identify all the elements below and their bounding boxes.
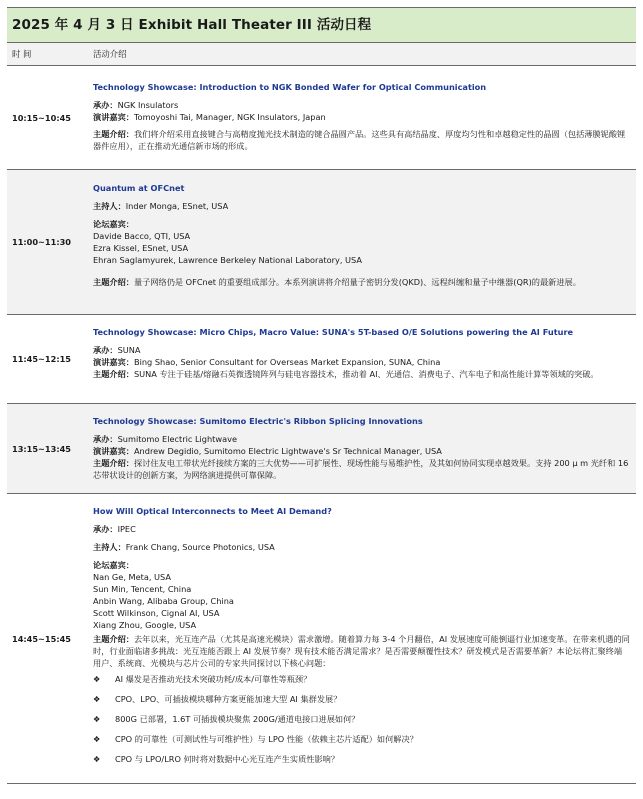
panelist: Ezra Kissel, ESnet, USA — [93, 243, 189, 253]
page-title: 2025 年 4 月 3 日 Exhibit Hall Theater III 活动日程 — [7, 7, 636, 43]
intro-text: 主题介绍：我们将介绍采用直接键合与高精度抛光技术制造的键合晶圆产品。这些具有高结晶度、厚度均匀性和卓越稳定性的晶圆（包括薄膜铌酸锂器件应用），正在推动光通信新市场的形成。 — [93, 129, 626, 151]
session-content — [91, 170, 636, 314]
panelist: Ehran Saglamyurek, Lawrence Berkeley National Laboratory, USA — [93, 255, 362, 265]
session-row-4 — [7, 404, 636, 494]
speaker-line: 演讲嘉宾：Andrew Degidio, Sumitomo Electric Lightwave's Sr Technical Manager, USA — [93, 446, 442, 456]
schedule-page — [7, 7, 636, 784]
time-column-header: 时 间 — [12, 49, 32, 59]
session-time: 10:15~10:45 — [12, 112, 71, 123]
session-time: 14:45~15:45 — [12, 633, 71, 644]
session-row-2 — [7, 170, 636, 315]
speaker-line: 演讲嘉宾：Bing Shao, Senior Consultant for Overseas Market Expansion, SUNA, China — [93, 357, 441, 367]
organizer-line: 承办：SUNA — [93, 345, 141, 355]
session-content — [91, 66, 636, 169]
host-line: 主持人：Inder Monga, ESnet, USA — [93, 201, 229, 211]
panel-label: 论坛嘉宾： — [93, 219, 134, 229]
discussion-bullet: ❖ CPO 与 LPO/LRO 何时将对数据中心光互连产生实质性影响？ — [93, 754, 340, 764]
intro-text: 主题介绍：探讨住友电工带状光纤接续方案的三大优势——可扩展性、现场性能与易维护性，及其如何协同实现卓越效果。支持 200 μ m 光纤和 16 芯带状设计的创新方案，为网络演进提供可靠保障。 — [93, 458, 629, 480]
session-content — [91, 494, 636, 783]
session-time: 13:15~13:45 — [12, 443, 71, 454]
table-header — [7, 43, 636, 66]
session-row-3 — [7, 315, 636, 404]
panelist: Nan Ge, Meta, USA — [93, 572, 171, 582]
session-content — [91, 315, 636, 403]
discussion-bullet: ❖ AI 爆发是否推动光技术突破功耗/成本/可靠性等瓶颈？ — [93, 674, 312, 684]
session-row-5 — [7, 494, 636, 784]
session-title: Technology Showcase: Micro Chips, Macro Value: SUNA's 5T-based O/E Solutions powering the AI Future — [93, 327, 574, 337]
diamond-bullet-icon: ❖ — [93, 754, 101, 764]
host-line: 主持人：Frank Chang, Source Photonics, USA — [93, 542, 275, 552]
intro-text: 主题介绍：量子网络仍是 OFCnet 的重要组成部分。本系列演讲将介绍量子密钥分发(QKD)、远程纠缠和量子中继器(QR)的最新进展。 — [93, 277, 581, 287]
panelist: Xiang Zhou, Google, USA — [93, 620, 197, 630]
diamond-bullet-icon: ❖ — [93, 714, 101, 724]
discussion-bullet: ❖ CPO 的可靠性（可测试性与可维护性）与 LPO 性能（依赖主芯片适配）如何解决？ — [93, 734, 418, 744]
diamond-bullet-icon: ❖ — [93, 674, 101, 684]
speaker-line: 演讲嘉宾：Tomoyoshi Tai, Manager, NGK Insulators, Japan — [93, 112, 326, 122]
session-time: 11:45~12:15 — [12, 354, 71, 364]
diamond-bullet-icon: ❖ — [93, 694, 101, 704]
diamond-bullet-icon: ❖ — [93, 734, 101, 744]
session-title: Quantum at OFCnet — [93, 183, 185, 193]
intro-text: 主题介绍：去年以来，光互连产品（尤其是高速光模块）需求激增。随着算力每 3-4 个月翻倍，AI 发展速度可能倒逼行业加速变革。在带来机遇的同时，行业面临诸多挑战：光互连能否跟上 AI 发展节奏？现有技术能否满足需求？是否需要颠覆性技术？研发模式是否需要革新？本论坛将汇聚终端用户、系统商、光模块与芯片公司的专家共同探讨以下核心问题： — [93, 634, 630, 668]
organizer-line: 承办：IPEC — [93, 524, 136, 534]
panelist: Davide Bacco, QTI, USA — [93, 231, 191, 241]
session-title: How Will Optical Interconnects to Meet AI Demand? — [93, 506, 332, 516]
session-content — [91, 404, 636, 493]
session-title: Technology Showcase: Sumitomo Electric's Ribbon Splicing Innovations — [93, 416, 423, 426]
session-time: 11:00~11:30 — [12, 237, 71, 247]
content-column-header: 活动介绍 — [93, 49, 127, 59]
organizer-line: 承办：NGK Insulators — [93, 100, 179, 110]
session-title: Technology Showcase: Introduction to NGK Bonded Wafer for Optical Communication — [93, 82, 487, 92]
organizer-line: 承办：Sumitomo Electric Lightwave — [93, 434, 237, 444]
discussion-bullet: ❖ CPO、LPO、可插拔模块哪种方案更能加速大型 AI 集群发展？ — [93, 694, 342, 704]
panel-label: 论坛嘉宾： — [93, 560, 134, 570]
discussion-bullet: ❖ 800G 已部署，1.6T 可插拔模块聚焦 200G/通道电接口进展如何？ — [93, 714, 360, 724]
session-row-1 — [7, 66, 636, 170]
panelist: Scott Wilkinson, Cignal AI, USA — [93, 608, 220, 618]
panelist: Sun Min, Tencent, China — [93, 584, 192, 594]
intro-text: 主题介绍：SUNA 专注于硅基/熔融石英微透镜阵列与硅电容器技术，推动着 AI、光通信、消费电子、汽车电子和高性能计算等领域的突破。 — [93, 369, 599, 379]
panelist: Anbin Wang, Alibaba Group, China — [93, 596, 234, 606]
